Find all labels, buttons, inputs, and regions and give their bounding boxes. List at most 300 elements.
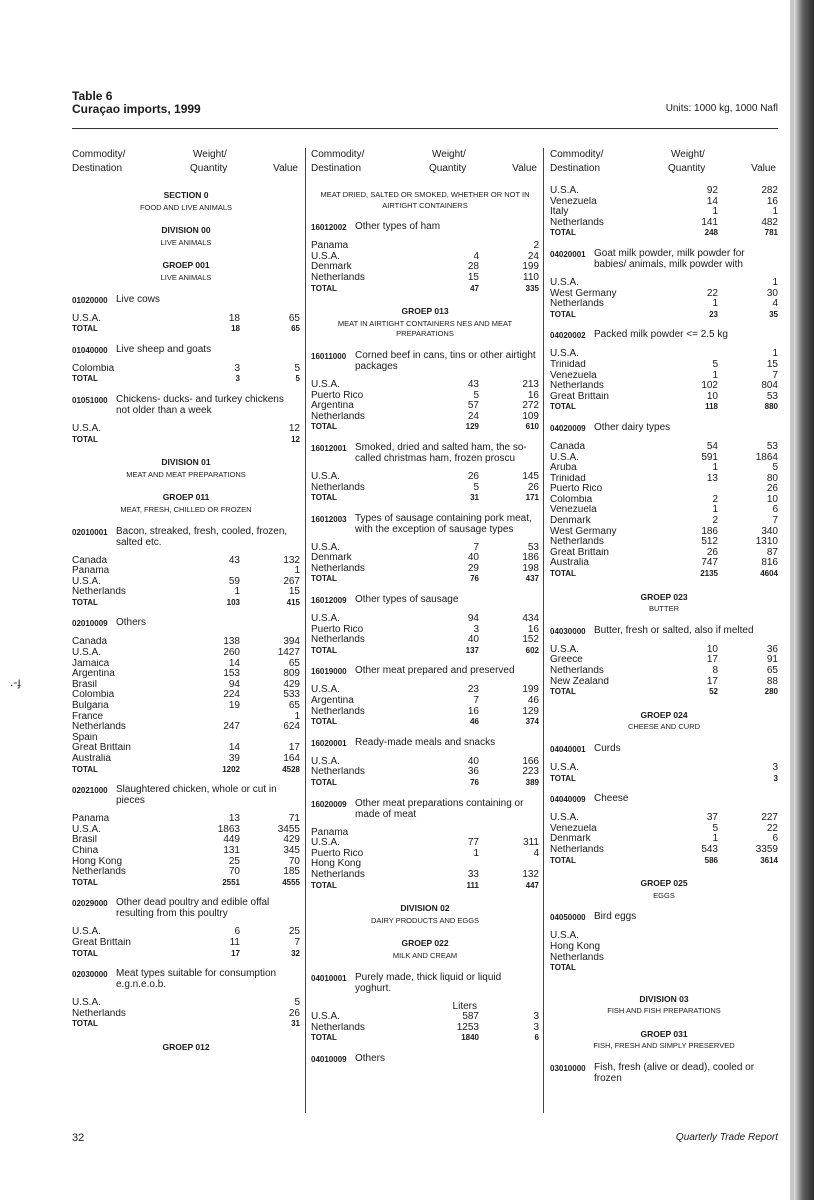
quantity-cell: 40 [467,755,479,767]
quantity-cell: 1863 [217,823,240,835]
destination-cell: TOTAL [311,880,337,890]
quantity-cell: 587 [462,1011,479,1023]
value-cell: 24 [527,250,539,262]
section-subtitle: EGGS [653,890,675,900]
value-cell: 6 [772,504,778,516]
table-row [311,707,539,718]
value-cell: 610 [525,422,539,432]
value-cell: 186 [522,552,539,564]
section-heading [72,260,300,283]
quantity-cell: 543 [701,843,718,855]
quantity-cell: 17 [706,654,718,666]
report-name: Quarterly Trade Report [675,1132,778,1143]
quantity-cell: 46 [470,717,479,727]
value-cell: 6 [534,1033,539,1043]
table-row [311,838,539,849]
value-cell: 804 [761,380,778,392]
total-row [550,402,778,413]
table-row [72,712,300,723]
commodity-text: Types of sausage containing pork meat, with the exception of sausage types [355,512,532,535]
table-row [550,845,778,856]
quantity-cell: 260 [223,647,240,659]
table-row [72,680,300,691]
quantity-cell: 1 [712,462,718,474]
table-row [550,953,778,964]
value-cell: 223 [522,766,539,778]
total-row [72,878,300,889]
table-row [72,867,300,878]
column-separator [543,148,544,1113]
commodity-code: 04030000 [550,626,586,636]
commodity-code: 04020002 [550,331,586,341]
commodity-text: Chickens- ducks- and turkey chickens not older than a week [116,393,284,416]
column-header [550,148,778,178]
quantity-cell: 94 [467,613,479,625]
quantity-cell [658,942,718,953]
quantity-cell: 138 [223,636,240,648]
destination-cell: Netherlands [550,299,604,310]
value-cell: 129 [522,705,539,717]
header-commodity: Commodity/ [311,149,365,160]
quantity-cell: 747 [701,557,718,569]
table-row [550,278,778,289]
destination-cell: TOTAL [311,645,337,655]
total-row [550,687,778,698]
destination-cell: U.S.A. [311,614,340,625]
commodity-text: Meat types suitable for consumption e.g.n.e.o.b. [116,968,277,991]
section-title: DIVISION 02 [400,903,450,914]
table-row [550,527,778,538]
quantity-cell: 14 [228,657,240,669]
column-header [72,148,300,178]
total-row [550,228,778,239]
quantity-cell: 26 [467,470,479,482]
value-cell: 35 [769,309,778,319]
table-row [311,401,539,412]
destination-cell: Netherlands [72,722,126,733]
value-cell: 267 [283,575,300,587]
quantity-cell: 28 [467,261,479,273]
value-cell: 16 [527,623,539,635]
table-row [550,824,778,835]
destination-cell: U.S.A. [550,762,579,773]
destination-cell: Bulgaria [72,701,109,712]
quantity-cell: 54 [706,440,718,452]
value-cell: 311 [523,837,539,849]
value-cell: 88 [766,675,778,687]
destination-cell: Netherlands [311,869,365,880]
destination-cell: Colombia [550,494,593,505]
destination-cell: Puerto Rico [311,848,364,859]
destination-cell: Italy [550,207,569,218]
value-cell: 15 [766,358,778,370]
table-row [311,1023,539,1034]
commodity-description [550,422,778,434]
destination-cell: Venezuela [550,505,597,516]
value-cell: 816 [761,557,778,569]
quantity-cell: 3 [234,362,240,374]
commodity-code: 16019000 [311,667,347,677]
commodity-description [72,526,300,548]
destination-cell: TOTAL [72,324,98,334]
total-row [311,493,539,504]
destination-cell: Venezuela [550,196,597,207]
value-cell: 602 [525,645,539,655]
value-cell: 1 [772,276,778,288]
commodity-code: 02010001 [72,527,108,537]
commodity-description [311,1053,539,1065]
value-cell: 4 [533,847,539,859]
quantity-cell: 1 [234,586,240,598]
table-row [72,814,300,825]
value-cell: 31 [291,1019,300,1029]
value-cell: 447 [525,880,539,890]
commodity-code: 16012001 [311,443,347,453]
section-title: GROEP 024 [640,709,688,720]
column-3 [550,148,778,1113]
total-row [72,949,300,960]
quantity-cell: 47 [470,283,479,293]
table-row [311,625,539,636]
value-cell: 12 [291,434,300,444]
value-cell: 781 [764,228,778,238]
table-row [550,207,778,218]
quantity-cell: 4 [473,250,479,262]
value-cell [718,942,778,953]
total-row [311,717,539,728]
quantity-cell: 1 [712,298,718,310]
total-row [311,284,539,295]
section-subtitle: FISH, FRESH AND SIMPLY PRESERVED [593,1041,735,1051]
value-cell: 4528 [282,764,300,774]
commodity-code: 01020000 [72,295,108,305]
destination-cell: TOTAL [72,948,98,958]
table-row [72,669,300,680]
table-row [72,577,300,588]
commodity-text: Goat milk powder, milk powder for babies/ animals, milk powder with [594,247,745,270]
commodity-text: Other dairy types [594,421,671,433]
commodity-text: Others [355,1052,386,1064]
total-row [550,310,778,321]
commodity-text: Fish, fresh (alive or dead), cooled or frozen [594,1062,755,1085]
section-subtitle: FOOD AND LIVE ANIMALS [139,202,233,212]
section-subtitle: FISH AND FISH PREPARATIONS [607,1006,721,1016]
commodity-text: Other types of ham [355,221,441,233]
quantity-cell [658,963,718,974]
destination-cell: U.S.A. [311,756,340,767]
quantity-cell: 2135 [700,569,718,579]
section-heading [311,903,539,926]
quantity-cell: 8 [712,665,718,676]
total-row [72,374,300,385]
quantity-cell: 92 [706,185,718,196]
commodity-text: Other dead poultry and edible offal resulting from this poultry [116,897,270,920]
column-1 [72,148,300,1113]
destination-cell: U.S.A. [72,824,101,835]
commodity-description [311,972,539,994]
section-title: SECTION 0 [163,190,209,200]
value-cell: 53 [766,390,778,402]
destination-cell: U.S.A. [311,1012,340,1023]
table-row [72,566,300,577]
table-row [550,505,778,516]
commodity-description [72,394,300,416]
destination-cell: Argentina [72,669,115,680]
quantity-cell: 17 [706,675,718,687]
commodity-text: Butter, fresh or salted, also if melted [594,624,754,636]
destination-cell: Canada [72,555,108,566]
section-title: DIVISION 01 [161,457,211,468]
section-heading [72,225,300,248]
quantity-cell: 449 [223,834,240,846]
total-row [311,1033,539,1044]
table-row [72,587,300,598]
quantity-cell: 2551 [222,877,240,887]
section-subtitle: MEAT AND MEAT PREPARATIONS [126,469,246,479]
table-row [311,380,539,391]
quantity-cell: 76 [470,574,479,584]
total-row [550,856,778,867]
destination-cell: TOTAL [72,434,98,444]
table-heading [72,90,201,116]
destination-cell: Hong Kong [550,941,601,952]
table-row [311,870,539,881]
value-cell: 109 [522,410,539,422]
quantity-cell: 19 [228,700,240,712]
quantity-cell: 10 [706,643,718,655]
quantity-cell: 52 [709,687,718,697]
quantity-cell: 591 [701,451,718,463]
section-title: GROEP 012 [162,1041,210,1052]
table-row [72,857,300,868]
value-cell: 199 [522,684,539,696]
destination-cell: Denmark [311,553,352,564]
table-row [72,556,300,567]
value-cell: 6 [772,833,778,845]
value-cell: 132 [522,868,539,880]
quantity-cell: 59 [228,575,240,587]
table-row [550,453,778,464]
destination-cell: Spain [72,732,98,743]
value-cell: 213 [522,378,539,390]
destination-cell: Netherlands [550,844,604,855]
header-quantity: Quantity [668,163,706,174]
destination-cell: Netherlands [550,666,604,676]
table-row [550,666,778,677]
value-cell: 2 [533,240,539,252]
value-cell: 65 [291,324,300,334]
commodity-description [72,617,300,629]
destination-cell: Hong Kong [311,859,362,870]
value-cell: 415 [286,597,300,607]
commodity-code: 04020009 [550,423,586,433]
commodity-text: Other types of sausage [355,594,459,606]
header-destination: Destination [550,163,601,174]
table-row [311,262,539,273]
commodity-description [311,798,539,820]
value-cell: 185 [283,866,300,878]
value-cell: 374 [525,717,539,727]
table-row [311,273,539,284]
quantity-cell: 15 [467,271,479,283]
destination-cell: TOTAL [311,283,337,293]
table-row [550,484,778,495]
page-edge-shadow [794,0,814,1200]
destination-cell: U.S.A. [311,838,340,849]
table-row [311,614,539,625]
table-row [311,553,539,564]
quantity-cell: 77 [467,837,479,849]
header-weight: Weight/ [193,149,227,160]
commodity-text: Corned beef in cans, tins or other airtight packages [355,349,536,372]
table-row [311,767,539,778]
value-cell: 87 [766,546,778,558]
destination-cell: U.S.A. [72,927,101,938]
section-subtitle: MEAT, FRESH, CHILLED OR FROZEN [120,504,252,514]
destination-cell: U.S.A. [72,423,101,434]
table-row [72,659,300,670]
value-cell: 880 [764,402,778,412]
section-title: DIVISION 03 [639,993,689,1004]
quantity-cell: 10 [706,390,718,402]
destination-cell: TOTAL [550,773,576,783]
value-cell: 434 [522,613,539,625]
table-row [550,289,778,300]
header-destination: Destination [72,163,123,174]
commodity-description [550,793,778,805]
value-cell [718,953,778,964]
value-cell: 1 [294,565,300,577]
units-label: Units: 1000 kg, 1000 Nafl [665,103,778,114]
quantity-cell: 129 [465,422,479,432]
commodity-code: 02030000 [72,970,108,980]
destination-cell: Argentina [311,696,354,707]
destination-cell: U.S.A. [550,277,579,288]
value-cell: 429 [283,678,300,690]
value-cell: 5 [295,374,300,384]
quantity-cell: 141 [701,216,718,228]
destination-cell: TOTAL [550,963,576,973]
total-row [311,574,539,585]
value-cell: 282 [761,185,778,196]
destination-cell: U.S.A. [72,313,101,324]
destination-cell: Jamaica [72,658,110,669]
value-cell: 533 [283,689,300,701]
section-subtitle: BUTTER [649,604,679,614]
value-cell: 1 [772,348,778,360]
destination-cell: U.S.A. [311,251,340,262]
destination-cell: Netherlands [311,272,365,283]
quantity-cell [180,1019,240,1030]
destination-cell: U.S.A. [72,576,101,587]
page-number: 32 [72,1132,85,1144]
quantity-cell: 247 [223,721,240,733]
destination-cell: Netherlands [550,537,604,548]
section-title: GROEP 013 [401,306,449,317]
value-cell [718,963,778,974]
quantity-cell: 131 [223,844,240,856]
header-value: Value [751,163,776,174]
destination-cell: TOTAL [311,422,337,432]
value-cell: 7 [772,515,778,527]
value-cell: 429 [283,834,300,846]
destination-cell: U.S.A. [550,452,579,463]
table-row [550,548,778,559]
table-row [311,483,539,494]
value-cell: 22 [766,822,778,834]
commodity-text: Others [116,617,147,629]
margin-mark: .-ɟ [10,675,21,689]
section-heading [72,190,300,213]
commodity-description [72,897,300,919]
header-commodity: Commodity/ [72,149,126,160]
destination-cell: U.S.A. [72,998,101,1009]
value-cell: 10 [766,493,778,505]
value-cell: 26 [766,483,778,495]
quantity-cell: 43 [467,378,479,390]
quantity-cell: 5 [712,358,718,370]
commodity-text: Smoked, dried and salted ham, the so-called christmas ham, frozen proscu [355,441,527,464]
destination-cell: Denmark [550,516,591,527]
destination-cell: Australia [550,558,589,569]
value-cell: 437 [525,574,539,584]
commodity-text: Ready-made meals and snacks [355,736,496,748]
table-row [550,360,778,371]
quantity-cell: 16 [467,705,479,717]
destination-cell: Great Brittain [72,937,131,948]
commodity-description [311,350,539,372]
column-header [311,148,539,178]
table-row [72,733,300,744]
quantity-cell [180,435,240,446]
value-cell: 46 [527,695,539,707]
commodity-code: 16012003 [311,514,347,524]
table-row [550,645,778,656]
spacer [550,974,778,982]
quantity-cell: 5 [473,481,479,493]
commodity-description [311,442,539,464]
table-row [550,942,778,953]
commodity-code: 16020009 [311,799,347,809]
quantity-cell: 1 [712,206,718,218]
table-row [550,655,778,666]
commodity-text: Packed milk powder <= 2.5 kg [594,329,728,341]
value-cell: 145 [522,470,539,482]
table-row [72,637,300,648]
destination-cell: TOTAL [72,877,98,887]
destination-cell: Venezuela [550,370,597,381]
quantity-cell: 7 [473,695,479,707]
destination-cell: Netherlands [550,217,604,228]
destination-cell: Colombia [72,363,115,374]
header-weight: Weight/ [432,149,466,160]
quantity-cell: 1253 [456,1021,479,1033]
value-cell: 26 [527,481,539,493]
destination-cell: Panama [311,827,349,838]
destination-cell: U.S.A. [311,471,340,482]
quantity-cell: 17 [231,948,240,958]
commodity-text: Cheese [594,793,629,805]
quantity-cell: 39 [228,753,240,764]
commodity-code: 04010001 [311,973,347,983]
destination-cell: TOTAL [550,402,576,412]
value-cell: 12 [288,422,300,434]
quantity-cell: 36 [467,766,479,778]
destination-cell: Netherlands [550,952,604,963]
quantity-cell: 118 [705,402,718,412]
table-row [311,859,539,870]
quantity-cell: 2 [712,493,718,505]
